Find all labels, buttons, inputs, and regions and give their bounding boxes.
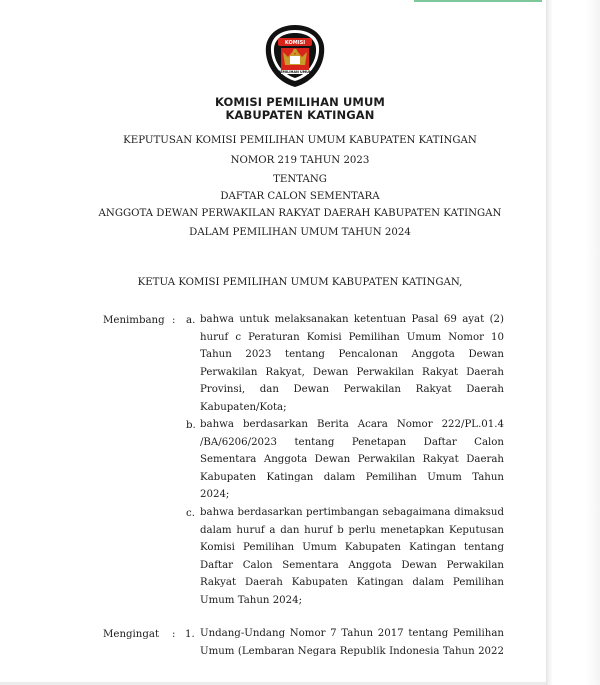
clause-line: Tahun 2023 tentang Pencalonan Anggota Dewan [200, 349, 504, 360]
decree-title: KEPUTUSAN KOMISI PEMILIHAN UMUM KABUPATEN KATINGAN [123, 135, 477, 146]
menimbang-label: Menimbang [103, 315, 165, 326]
clause-marker-b: b. [186, 420, 196, 431]
clause-line: dalam huruf a dan huruf b perlu menetapkan Keputusan [200, 524, 504, 536]
clause-line: bahwa berdasarkan Berita Acara Nomor 222/PL.01.4 [200, 419, 504, 430]
clause-line: huruf c Peraturan Komisi Pemilihan Umum Nomor 10 [200, 331, 504, 343]
seal-text-top: KOMISI [284, 40, 306, 46]
menimbang-clause-c [200, 504, 504, 609]
org-name: KOMISI PEMILIHAN UMUM [215, 95, 385, 109]
decree-number: NOMOR 219 TAHUN 2023 [230, 155, 370, 166]
decree-subject-line-2: ANGGOTA DEWAN PERWAKILAN RAKYAT DAERAH KABUPATEN KATINGAN [98, 208, 502, 219]
clause-line: Kabupaten/Kota; [200, 401, 287, 413]
clause-marker-c: c. [186, 508, 195, 519]
clause-line: Umum (Lembaran Negara Republik Indonesia Tahun 2022 [200, 645, 504, 657]
menimbang-clause-b [200, 416, 504, 504]
clause-line: bahwa berdasarkan pertimbangan sebagaimana dimaksud [200, 507, 504, 518]
clause-line: Umum Tahun 2024; [200, 594, 303, 606]
menimbang-clause-a [200, 311, 504, 416]
seal-text-bottom: PEMILIHAN UMUM [277, 70, 313, 75]
clause-line: Kabupaten Katingan dalam Pemilihan Umum Tahun [200, 471, 504, 483]
menimbang-colon: : [172, 315, 176, 326]
clause-line: Perwakilan Rakyat, Dewan Perwakilan Rakyat Daerah [200, 366, 504, 378]
issuer-heading: KETUA KOMISI PEMILIHAN UMUM KABUPATEN KATINGAN, [137, 277, 463, 288]
mengingat-clause-1 [200, 625, 504, 660]
clause-line: Sementara Anggota Dewan Perwakilan Rakyat Daerah [200, 454, 504, 465]
clause-line: Daftar Calon Sementara Anggota Dewan Perwakilan [200, 559, 504, 571]
decree-about-label: TENTANG [273, 174, 327, 185]
org-region: KABUPATEN KATINGAN [225, 108, 375, 122]
clause-line: Provinsi, dan Dewan Perwakilan Rakyat Daerah [200, 384, 504, 395]
clause-line: Rakyat Daerah Kabupaten Katingan dalam Pemilihan [200, 577, 504, 588]
clause-line: /BA/6206/2023 tentang Penetapan Daftar Calon [200, 436, 504, 448]
clause-marker-a: a. [186, 315, 196, 326]
clause-line: 2024; [200, 489, 230, 500]
mengingat-colon: : [172, 629, 176, 640]
clause-line: Undang-Undang Nomor 7 Tahun 2017 tentang Pemilihan [200, 628, 504, 639]
clause-line: bahwa untuk melaksanakan ketentuan Pasal 69 ayat (2) [200, 314, 504, 325]
mengingat-label: Mengingat [103, 629, 160, 640]
decree-subject-line-3: DALAM PEMILIHAN UMUM TAHUN 2024 [189, 227, 411, 238]
clause-marker-1: 1. [185, 629, 195, 640]
adjacent-page-edge [414, 0, 542, 2]
clause-line: Komisi Pemilihan Umum Kabupaten Katingan tentang [200, 542, 504, 553]
decree-subject-line-1: DAFTAR CALON SEMENTARA [220, 191, 380, 202]
kpu-seal-logo [264, 24, 326, 88]
